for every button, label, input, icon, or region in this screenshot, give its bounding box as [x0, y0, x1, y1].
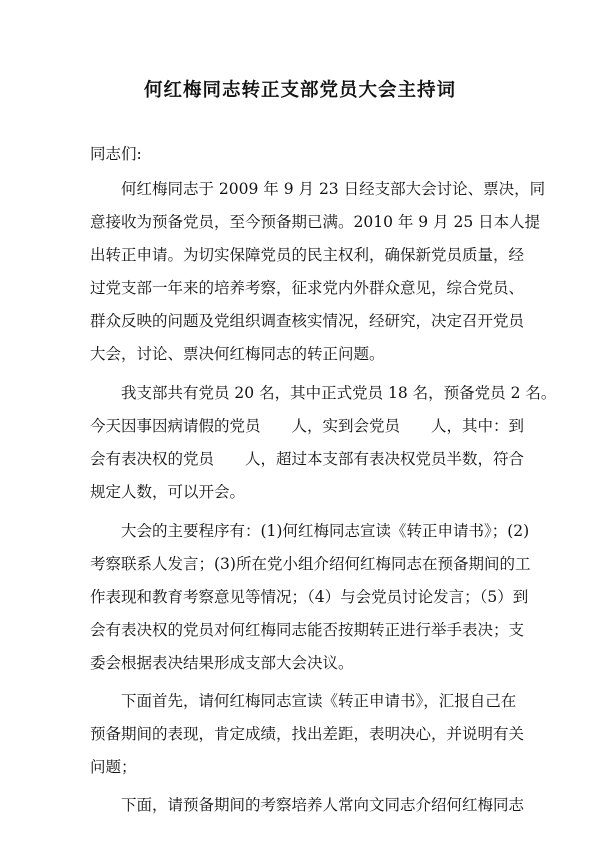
paragraph-3-line-2: 考察联系人发言；(3)所在党小组介绍何红梅同志在预备期间的工 [90, 555, 531, 573]
paragraph-5-line-1: 下面，请预备期间的考察培养人常向文同志介绍何红梅同志 [121, 796, 525, 814]
document-title: 何红梅同志转正支部党员大会主持词 [143, 80, 456, 101]
paragraph-1-line-2: 意接收为预备党员，至今预备期已满。2010 年 9 月 25 日本人提 [90, 213, 541, 231]
paragraph-3-line-1: 大会的主要程序有：(1)何红梅同志宣读《转正申请书》；(2) [121, 522, 530, 540]
paragraph-3-line-5: 委会根据表决结果形成支部大会决议。 [90, 654, 354, 672]
paragraph-2-line-4: 规定人数，可以开会。 [90, 483, 246, 501]
paragraph-4-line-1: 下面首先，请何红梅同志宣读《转正申请书》，汇报自己在 [121, 692, 517, 710]
paragraph-3-line-3: 作表现和教育考察意见等情况；（4）与会党员讨论发言；（5）到 [90, 588, 529, 606]
paragraph-1-line-1: 何红梅同志于 2009 年 9 月 23 日经支部大会讨论、票决，同 [121, 180, 546, 198]
greeting: 同志们: [90, 145, 142, 163]
paragraph-2-line-3: 会有表决权的党员 人，超过本支部有表决权党员半数，符合 [90, 450, 525, 468]
paragraph-4-line-3: 问题； [90, 758, 137, 776]
paragraph-1-line-3: 出转正申请。为切实保障党员的民主权利，确保新党员质量，经 [90, 246, 525, 264]
paragraph-1-line-6: 大会，讨论、票决何红梅同志的转正问题。 [90, 345, 385, 363]
paragraph-3-line-4: 会有表决权的党员对何红梅同志能否按期转正进行举手表决；支 [90, 621, 525, 639]
paragraph-1-line-4: 过党支部一年来的培养考察，征求党内外群众意见，综合党员、 [90, 279, 525, 297]
paragraph-2-line-2: 今天因事因病请假的党员 人，实到会党员 人，其中：到 [90, 417, 525, 435]
paragraph-4-line-2: 预备期间的表现，肯定成绩，找出差距，表明决心，并说明有关 [90, 725, 525, 743]
paragraph-2-line-1: 我支部共有党员 20 名，其中正式党员 18 名，预备党员 2 名。 [121, 384, 557, 402]
paragraph-1-line-5: 群众反映的问题及党组织调查核实情况，经研究，决定召开党员 [90, 312, 525, 330]
